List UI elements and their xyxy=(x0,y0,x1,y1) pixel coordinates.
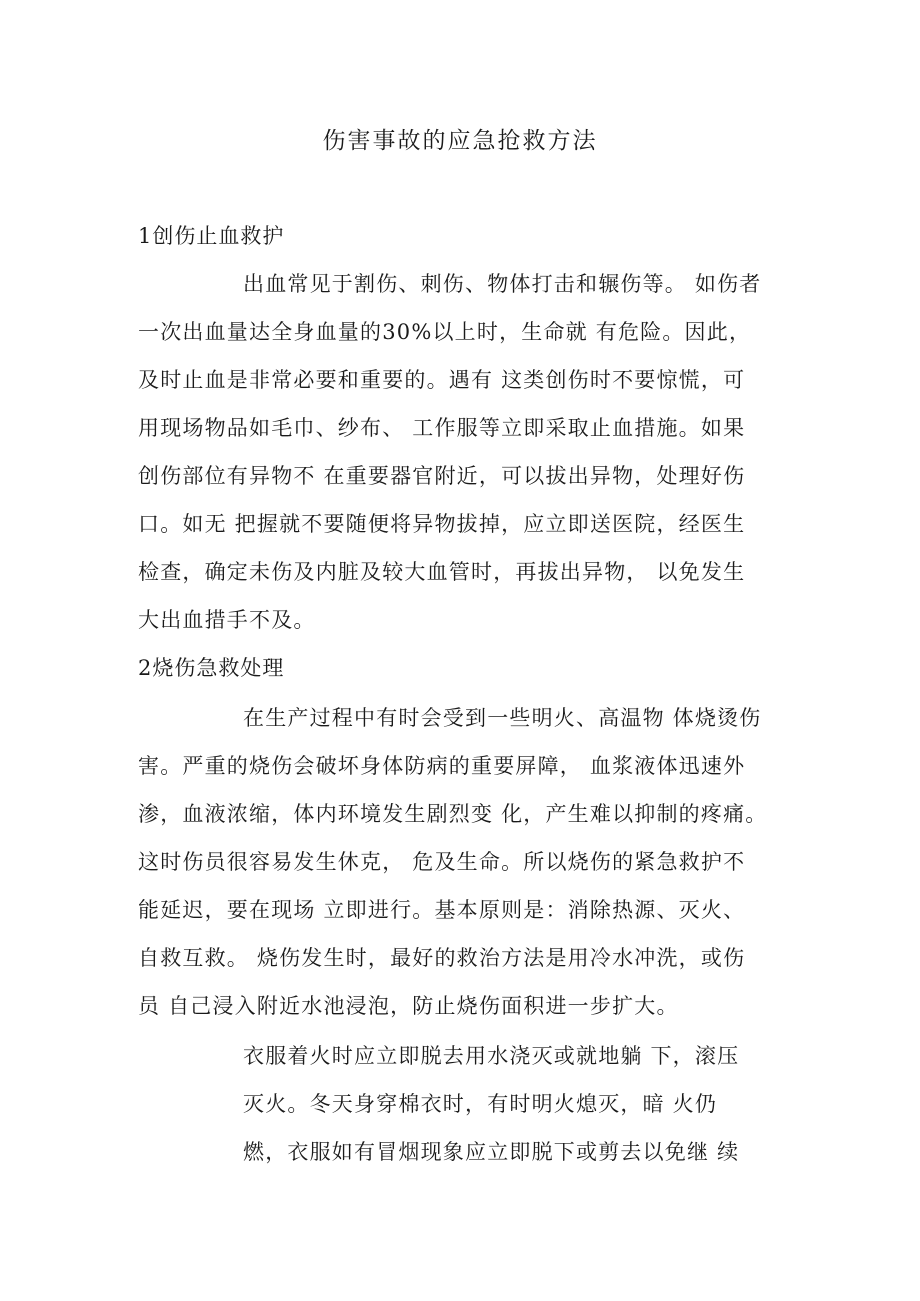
section-2-line: 员 自己浸入附近水池浸泡，防止烧伤面积进一步扩大。 xyxy=(138,994,679,1018)
section-2-indented-line: 衣服着火时应立即脱去用水浇灭或就地躺 下，滚压 xyxy=(243,1044,740,1068)
section-2-line: 在生产过程中有时会受到一些明火、高温物 体烧烫伤 xyxy=(243,706,762,730)
section-2-line: 这时伤员很容易发生休克， 危及生命。所以烧伤的紧急救护不 xyxy=(138,850,746,874)
section-1-line: 一次出血量达全身血量的30%以上时，生命就 有危险。因此， xyxy=(138,320,752,344)
section-1-line: 用现场物品如毛巾、纱布、 工作服等立即采取止血措施。如果 xyxy=(138,416,746,440)
section-2-indented-line: 灭火。冬天身穿棉衣时，有时明火熄灭，暗 火仍 xyxy=(243,1092,718,1116)
section-1-line: 出血常见于割伤、刺伤、物体打击和辗伤等。 如伤者 xyxy=(243,272,762,296)
section-2-indented-line: 燃，衣服如有冒烟现象应立即脱下或剪去以免继 续 xyxy=(243,1140,740,1164)
section-1-line: 及时止血是非常必要和重要的。遇有 这类创伤时不要惊慌，可 xyxy=(138,368,746,392)
section-1-line: 检查，确定未伤及内脏及较大血管时，再拔出异物， 以免发生 xyxy=(138,560,746,584)
section-2-heading: 2烧伤急救处理 xyxy=(138,656,285,680)
document-title: 伤害事故的应急抢救方法 xyxy=(322,128,598,154)
section-2-line: 渗，血液浓缩，体内环境发生剧烈变 化，产生难以抑制的疼痛。 xyxy=(138,802,768,826)
section-2-line: 自救互救。 烧伤发生时，最好的救治方法是用冷水冲洗，或伤 xyxy=(138,946,746,970)
section-2-line: 害。严重的烧伤会破坏身体防病的重要屏障， 血浆液体迅速外 xyxy=(138,754,746,778)
section-1-heading: 1创伤止血救护 xyxy=(138,224,285,248)
section-1-line: 大出血措手不及。 xyxy=(138,608,316,632)
section-1-line: 创伤部位有异物不 在重要器官附近，可以拔出异物，处理好伤 xyxy=(138,464,746,488)
section-2-line: 能延迟，要在现场 立即进行。基本原则是：消除热源、灭火、 xyxy=(138,898,746,922)
section-1-line: 口。如无 把握就不要随便将异物拔掉，应立即送医院，经医生 xyxy=(138,512,746,536)
